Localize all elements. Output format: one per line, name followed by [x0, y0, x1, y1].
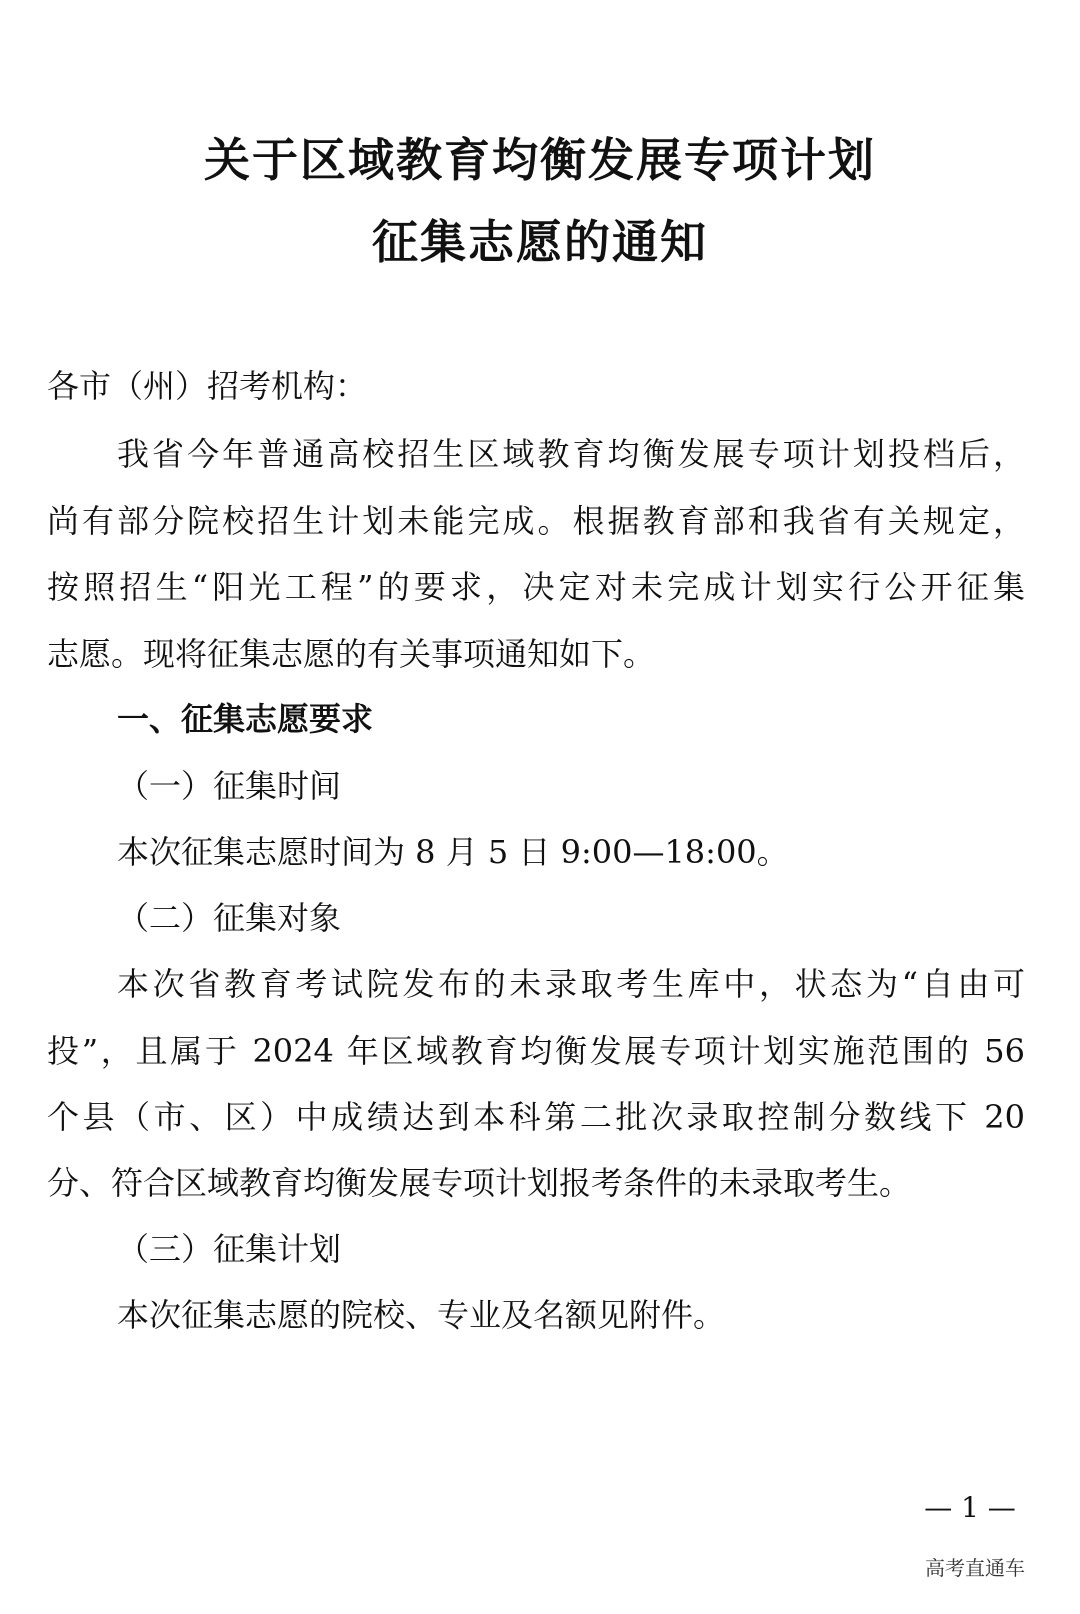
subsection-2-heading: （二）征集对象 — [117, 899, 342, 937]
page-number: — 1 — — [924, 1491, 1016, 1524]
document-title-line-1: 关于区域教育均衡发展专项计划 — [204, 133, 876, 187]
subsection-1-heading: （一）征集时间 — [117, 767, 342, 805]
document-title-line-2: 征集志愿的通知 — [372, 215, 708, 269]
subsection-3-text: 本次征集志愿的院校、专业及名额见附件。 — [117, 1296, 726, 1334]
intro-line-1: 我省今年普通高校招生区域教育均衡发展专项计划投档后， — [117, 435, 1025, 473]
intro-line-2: 尚有部分院校招生计划未能完成。根据教育部和我省有关规定， — [47, 502, 1025, 540]
watermark: 高考直通车 — [925, 1556, 1025, 1580]
subsection-2-line-3: 个县（市、区）中成绩达到本科第二批次录取控制分数线下 20 — [47, 1098, 1025, 1136]
subsection-2-line-2: 投”，且属于 2024 年区域教育均衡发展专项计划实施范围的 56 — [47, 1032, 1025, 1070]
subsection-2-line-1: 本次省教育考试院发布的未录取考生库中，状态为“自由可 — [117, 965, 1025, 1003]
salutation: 各市（州）招考机构： — [47, 367, 368, 405]
subsection-2-line-4: 分、符合区域教育均衡发展专项计划报考条件的未录取考生。 — [47, 1164, 912, 1202]
intro-line-3: 按照招生“阳光工程”的要求，决定对未完成计划实行公开征集 — [47, 568, 1025, 606]
section-1-heading: 一、征集志愿要求 — [117, 700, 374, 738]
subsection-3-heading: （三）征集计划 — [117, 1230, 342, 1268]
intro-line-4: 志愿。现将征集志愿的有关事项通知如下。 — [47, 635, 656, 673]
subsection-1-text: 本次征集志愿时间为 8 月 5 日 9:00—18:00。 — [117, 833, 789, 871]
